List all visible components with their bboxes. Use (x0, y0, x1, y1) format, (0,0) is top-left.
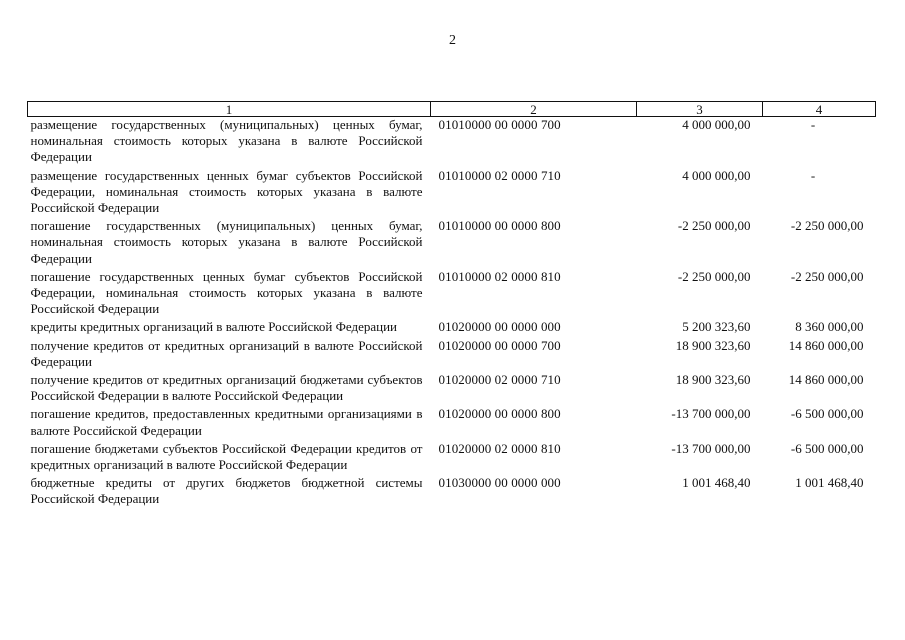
row-name: бюджетные кредиты от других бюджетов бюджетной системы Российской Федерации (30, 475, 423, 507)
row-value-a: -2 250 000,00 (677, 268, 751, 284)
row-value-b: -2 250 000,00 (790, 268, 864, 284)
row-value-b: 8 360 000,00 (795, 319, 864, 335)
row-code: 01030000 00 0000 000 (438, 475, 561, 491)
table-header-row (28, 102, 876, 117)
row-name: погашение бюджетами субъектов Российской Федерации кредитов от кредитных организаций в валюте Российской Федерации (30, 440, 423, 473)
column-header-4: 4 (763, 102, 876, 117)
row-value-a: 1 001 468,40 (682, 475, 751, 491)
budget-sources-table (27, 101, 876, 510)
row-value-b: - (810, 167, 816, 183)
row-name: кредиты кредитных организаций в валюте Российской Федерации (30, 319, 397, 335)
row-value-b: -2 250 000,00 (790, 218, 864, 234)
column-header-1: 1 (28, 102, 431, 117)
row-value-a: 4 000 000,00 (682, 117, 751, 132)
row-value-a: 18 900 323,60 (675, 372, 751, 388)
row-value-b: 1 001 468,40 (795, 475, 864, 491)
table-row (28, 372, 876, 406)
row-name: погашение государственных ценных бумаг субъектов Российской Федерации, номинальная стоимость которых указана в валюте Российской Федерации (30, 268, 423, 317)
row-code: 01010000 00 0000 700 (438, 117, 561, 132)
row-code: 01010000 00 0000 800 (438, 218, 561, 234)
column-header-3: 3 (637, 102, 763, 117)
table-row (28, 319, 876, 337)
row-value-a: 18 900 323,60 (675, 337, 751, 353)
row-value-b: 14 860 000,00 (788, 372, 864, 388)
row-value-b: -6 500 000,00 (790, 440, 864, 456)
row-name: получение кредитов от кредитных организаций в валюте Российской Федерации (30, 337, 423, 369)
table-row (28, 338, 876, 372)
table-row (28, 406, 876, 440)
page-number: 2 (449, 33, 456, 48)
row-code: 01020000 00 0000 800 (438, 406, 561, 422)
column-header-2: 2 (431, 102, 637, 117)
row-value-a: -13 700 000,00 (671, 440, 751, 456)
table-row (28, 117, 876, 168)
table-row (28, 218, 876, 269)
row-name: размещение государственных ценных бумаг субъектов Российской Федерации, номинальная стоимость которых указана в валюте Российской Федерации (30, 167, 423, 216)
table-row (28, 269, 876, 320)
table-row (28, 441, 876, 475)
row-code: 01020000 00 0000 700 (438, 337, 561, 353)
row-value-a: -2 250 000,00 (677, 218, 751, 234)
row-name: получение кредитов от кредитных организаций бюджетами субъектов Российской Федерации в валюте Российской Федерации (30, 372, 423, 404)
row-value-a: -13 700 000,00 (671, 406, 751, 422)
row-value-a: 5 200 323,60 (682, 319, 751, 335)
row-code: 01020000 00 0000 000 (438, 319, 561, 335)
row-name: погашение кредитов, предоставленных кредитными организациями в валюте Российской Федерации (30, 406, 423, 438)
row-name: погашение государственных (муниципальных) ценных бумаг, номинальная стоимость которых указана в валюте Российской Федерации (30, 218, 423, 266)
row-code: 01020000 02 0000 810 (438, 440, 561, 456)
row-value-b: - (810, 117, 816, 132)
row-code: 01010000 02 0000 710 (438, 167, 561, 183)
table-row (28, 168, 876, 219)
row-value-a: 4 000 000,00 (682, 167, 751, 183)
row-name: размещение государственных (муниципальных) ценных бумаг, номинальная стоимость которых указана в валюте Российской Федерации (30, 117, 423, 165)
row-value-b: 14 860 000,00 (788, 337, 864, 353)
row-code: 01020000 02 0000 710 (438, 372, 561, 388)
row-code: 01010000 02 0000 810 (438, 268, 561, 284)
row-value-b: -6 500 000,00 (790, 406, 864, 422)
table-row (28, 475, 876, 509)
